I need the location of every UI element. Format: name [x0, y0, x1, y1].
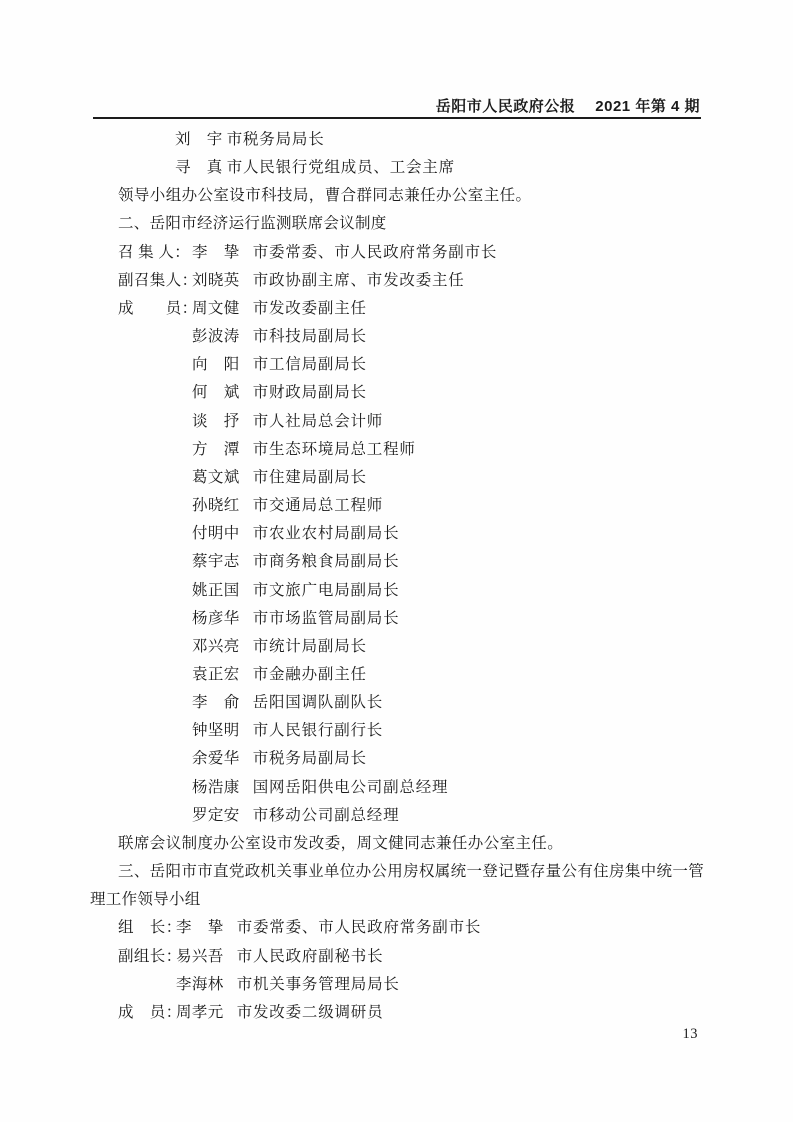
person-title: 国网岳阳供电公司副总经理 — [252, 778, 449, 796]
role-row — [90, 267, 704, 295]
person-name: 蔡宇志 — [192, 553, 240, 571]
document-body — [90, 126, 704, 1027]
paragraph-text: 领导小组办公室设市科技局，曹合群同志兼任办公室主任。 — [118, 187, 532, 205]
person-title: 市发改委副主任 — [252, 299, 367, 317]
person-title: 市农业农村局副局长 — [252, 525, 400, 543]
section2-heading: 二、岳阳市经济运行监测联席会议制度 — [118, 215, 387, 233]
person-title: 岳阳国调队副队长 — [252, 694, 384, 712]
person-title: 市人民银行副行长 — [252, 722, 384, 740]
person-name: 李 挚 — [176, 919, 224, 937]
role-label: 组 长： — [118, 919, 182, 937]
person-title: 市机关事务管理局局长 — [236, 975, 400, 993]
role-row — [90, 999, 704, 1027]
person-title: 市文旅广电局副局长 — [252, 581, 400, 599]
person-name: 周文健 — [192, 299, 240, 317]
section2-closing-paragraph — [90, 830, 704, 858]
member-row — [90, 548, 704, 576]
role-row — [90, 239, 704, 267]
member-row — [90, 717, 704, 745]
person-title: 市商务粮食局副局长 — [252, 553, 400, 571]
section2-member-list — [90, 323, 704, 830]
person-title: 市统计局副局长 — [252, 637, 367, 655]
member-row — [90, 154, 704, 182]
person-title: 市金融办副主任 — [252, 665, 367, 683]
carryover-member-list — [90, 126, 704, 182]
member-row — [90, 774, 704, 802]
page-number: 13 — [682, 1026, 698, 1042]
member-row — [90, 408, 704, 436]
person-name: 寻 真 — [175, 159, 223, 177]
person-name: 钟坚明 — [192, 722, 240, 740]
person-name: 邓兴亮 — [192, 637, 240, 655]
person-name: 彭波涛 — [192, 328, 240, 346]
role-label: 成 员： — [118, 1003, 182, 1021]
person-name: 刘晓英 — [192, 271, 240, 289]
person-name: 孙晓红 — [192, 497, 240, 515]
role-row — [90, 971, 704, 999]
member-row — [90, 689, 704, 717]
person-name: 刘 宇 — [175, 131, 223, 148]
section3-role-list — [90, 914, 704, 1027]
person-name: 罗定安 — [192, 806, 240, 824]
member-row — [90, 464, 704, 492]
header-issue: 2021 年第 4 期 — [595, 98, 700, 115]
person-title: 市委常委、市人民政府常务副市长 — [252, 243, 498, 261]
person-name: 杨浩康 — [192, 778, 240, 796]
member-row — [90, 436, 704, 464]
member-row — [90, 351, 704, 379]
person-title: 市住建局副局长 — [252, 468, 367, 486]
person-title: 市发改委二级调研员 — [236, 1003, 384, 1021]
person-name: 方 潭 — [192, 440, 240, 458]
member-row — [90, 323, 704, 351]
person-name: 李 俞 — [192, 694, 240, 712]
person-title: 市交通局总工程师 — [252, 497, 384, 515]
person-name: 付明中 — [192, 525, 240, 543]
person-name: 姚正国 — [192, 581, 240, 599]
person-name: 葛文斌 — [192, 468, 240, 486]
member-row — [90, 577, 704, 605]
role-row — [90, 943, 704, 971]
person-name: 周孝元 — [176, 1003, 224, 1021]
member-row — [90, 661, 704, 689]
role-row — [90, 914, 704, 942]
running-header — [436, 95, 700, 116]
person-name: 李海林 — [176, 975, 224, 993]
person-title: 市工信局副局长 — [252, 356, 367, 374]
person-title: 市科技局副局长 — [252, 328, 367, 346]
section3-heading: 三、岳阳市市直党政机关事业单位办公用房权属统一登记暨存量公有住房集中统一管理工作领导小组 — [90, 863, 704, 909]
member-row — [90, 802, 704, 830]
role-label: 副召集人： — [118, 271, 198, 289]
role-row — [90, 295, 704, 323]
person-name: 易兴吾 — [176, 947, 224, 965]
member-row — [90, 633, 704, 661]
person-name: 余爱华 — [192, 750, 240, 768]
person-name: 李 挚 — [192, 243, 240, 261]
member-row — [90, 492, 704, 520]
role-label: 召 集 人： — [118, 243, 191, 261]
header-rule — [93, 117, 701, 119]
person-title: 市税务局局长 — [226, 131, 325, 148]
person-title: 市政协副主席、市发改委主任 — [252, 271, 465, 289]
member-row — [90, 745, 704, 773]
person-title: 市人民银行党组成员、工会主席 — [226, 159, 455, 177]
role-label: 副组长： — [118, 947, 182, 965]
member-row — [90, 605, 704, 633]
role-label: 成 员： — [118, 299, 198, 317]
paragraph-text: 联席会议制度办公室设市发改委，周文健同志兼任办公室主任。 — [118, 834, 564, 852]
person-title: 市财政局副局长 — [252, 384, 367, 402]
person-title: 市人民政府副秘书长 — [236, 947, 384, 965]
person-name: 袁正宏 — [192, 665, 240, 683]
member-row — [90, 520, 704, 548]
person-title: 市市场监管局副局长 — [252, 609, 400, 627]
section2-role-list — [90, 239, 704, 323]
person-name: 杨彦华 — [192, 609, 240, 627]
role-label — [118, 971, 176, 999]
person-name: 何 斌 — [192, 384, 240, 402]
member-row — [90, 126, 704, 154]
person-title: 市人社局总会计师 — [252, 412, 384, 430]
person-title: 市税务局副局长 — [252, 750, 367, 768]
header-title: 岳阳市人民政府公报 — [435, 98, 576, 115]
person-title: 市委常委、市人民政府常务副市长 — [236, 919, 482, 937]
person-name: 谈 抒 — [192, 412, 240, 430]
person-title: 市移动公司副总经理 — [252, 806, 400, 824]
person-name: 向 阳 — [192, 356, 240, 374]
office-note-paragraph — [90, 182, 704, 210]
person-title: 市生态环境局总工程师 — [252, 440, 416, 458]
member-row — [90, 379, 704, 407]
